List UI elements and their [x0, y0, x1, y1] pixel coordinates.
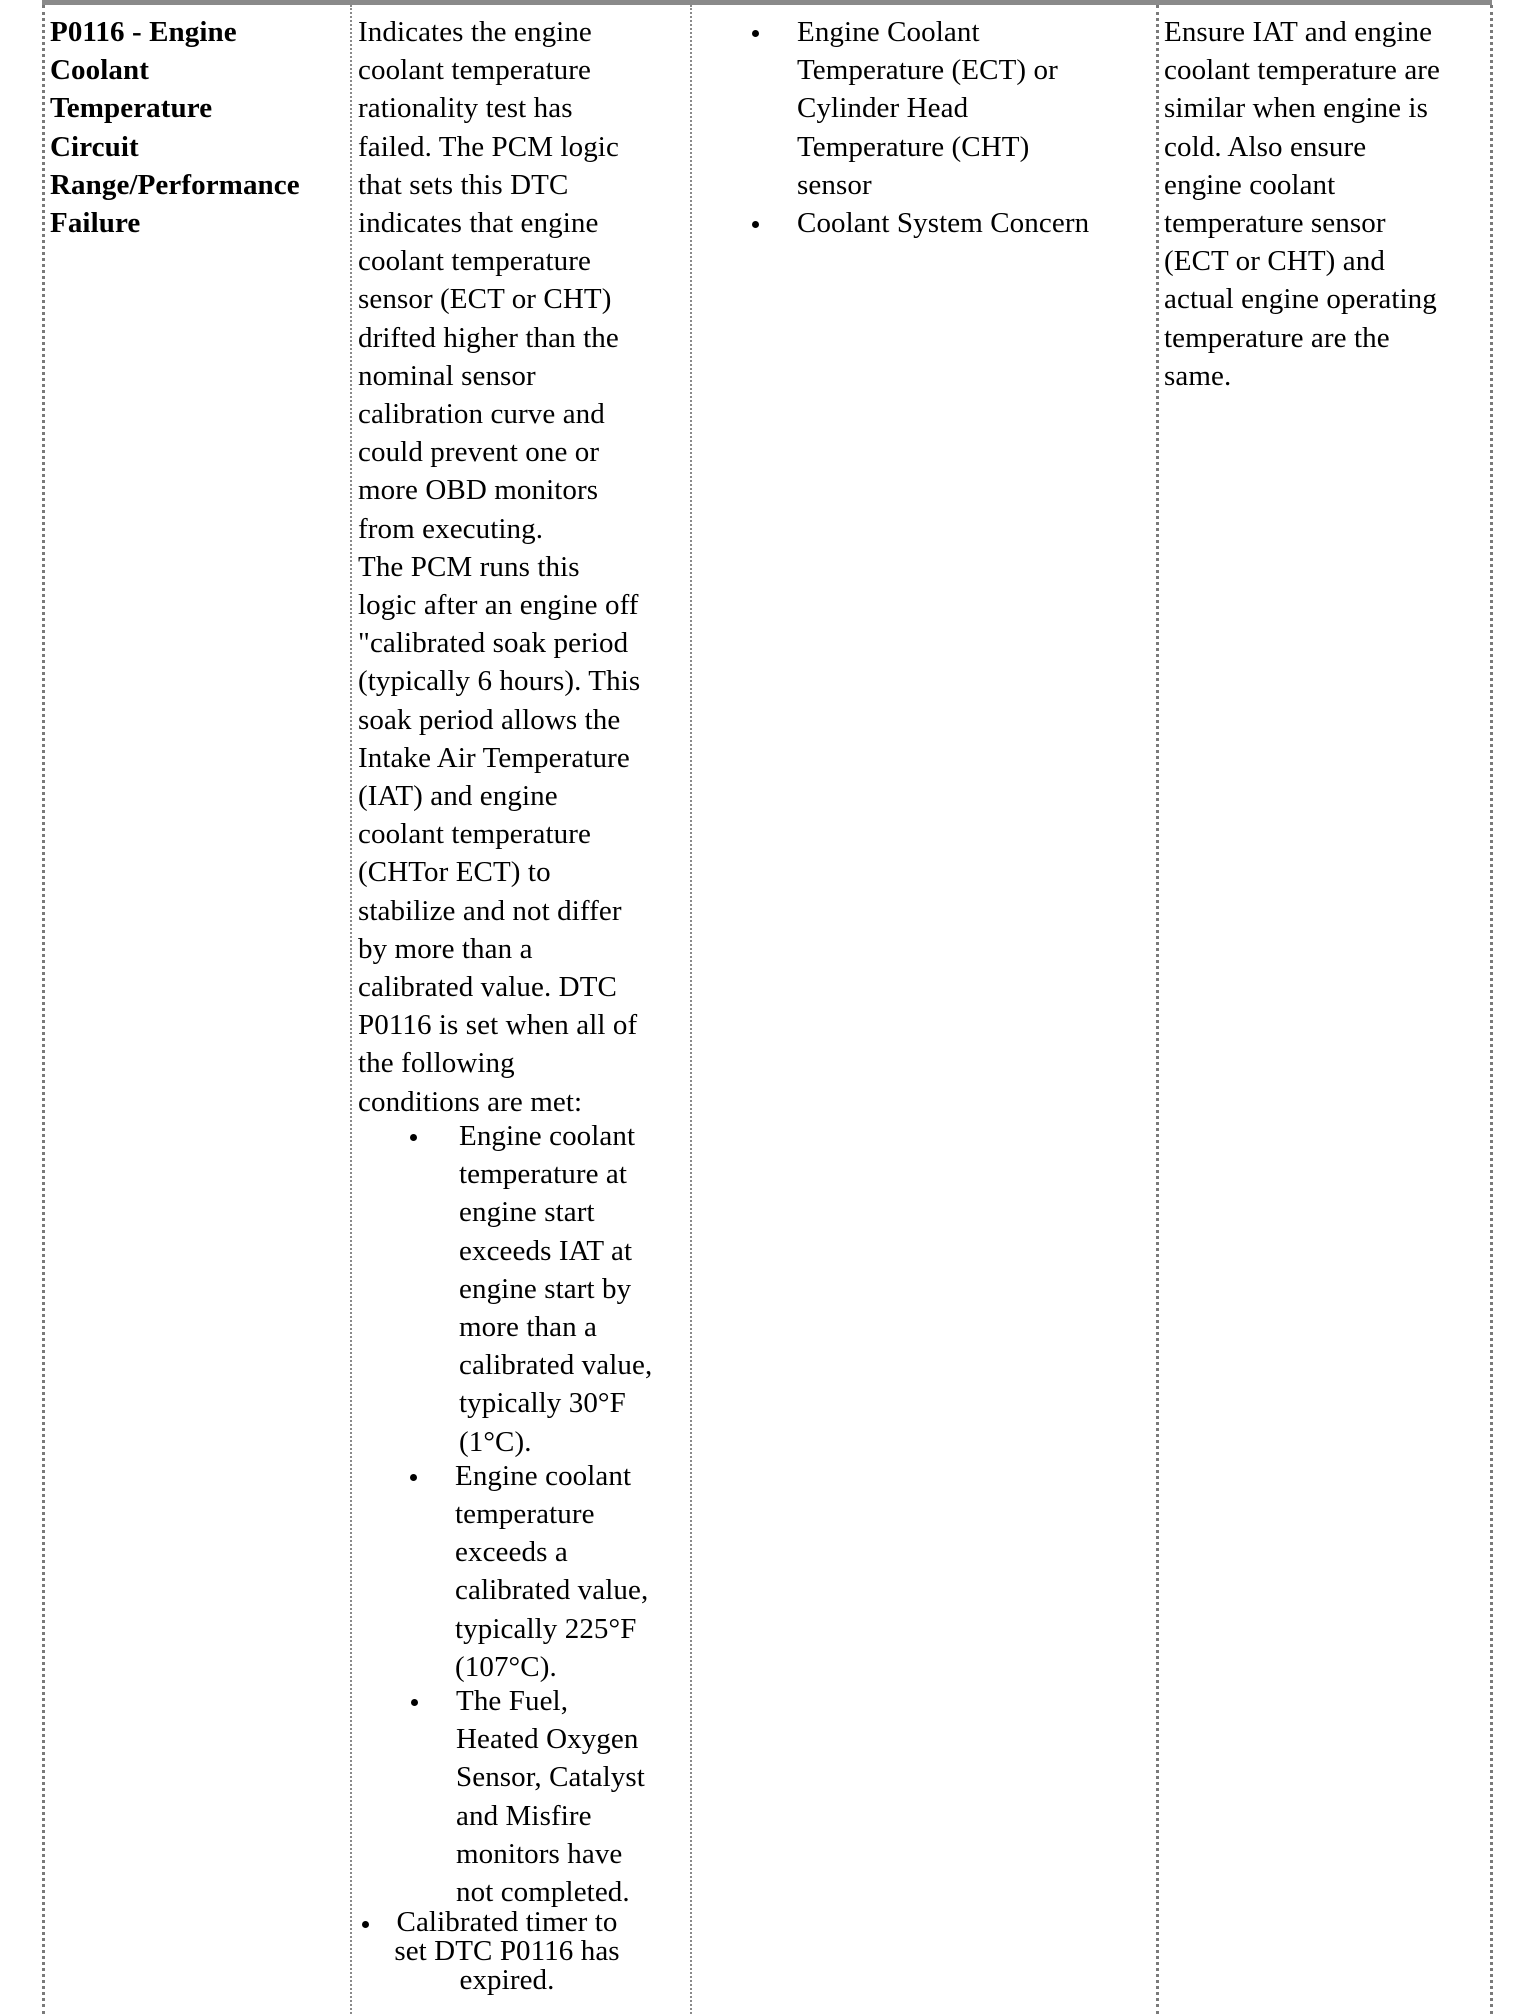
- dtc-code-cell: [50, 5, 350, 2014]
- list-item: Calibrated timer to set DTC P0116 has expired.: [358, 1908, 656, 1995]
- list-item: Coolant System Concern: [700, 204, 1140, 242]
- dtc-code-title: P0116 - Engine Coolant Temperature Circuit Range/Performance Failure: [50, 16, 300, 240]
- list-item: Engine Coolant Temperature (ECT) or Cylinder Head Temperature (CHT) sensor: [700, 13, 1140, 204]
- possible-causes-cell: [700, 5, 1140, 2014]
- description-cell: [358, 5, 693, 2014]
- table-left-border: [42, 5, 45, 2014]
- column-divider: [1156, 5, 1159, 2014]
- description-logic: The PCM runs this logic after an engine off "calibrated soak period (typically 6 hours). This soak period allows the Intake Air Temperature (IAT) and engine coolant temperature (CHTor ECT) to stabilize and not differ by more than a calibrated value. DTC P0116 is set when all of the following conditions are met:: [358, 550, 641, 1118]
- column-divider: [350, 5, 352, 2014]
- diagnostic-aid-text: Ensure IAT and engine coolant temperature are similar when engine is cold. Also ensure engine coolant temperature sensor (ECT or CHT) and actual engine operating temperature are the same.: [1164, 16, 1441, 392]
- description-intro: Indicates the engine coolant temperature rationality test has failed. The PCM logic that sets this DTC indicates that engine coolant temperature sensor (ECT or CHT) drifted higher than the nominal sensor calibration curve and could prevent one or more OBD monitors from executing.: [358, 16, 619, 545]
- diagnostic-aid-cell: [1164, 5, 1494, 2014]
- conditions-list: [358, 1117, 693, 1995]
- possible-causes-list: [700, 13, 1140, 242]
- list-item: The Fuel, Heated Oxygen Sensor, Catalyst and Misfire monitors have not completed.: [358, 1682, 693, 1911]
- list-item: Engine coolant temperature exceeds a calibrated value, typically 225°F (107°C).: [358, 1457, 693, 1686]
- list-item: Engine coolant temperature at engine start exceeds IAT at engine start by more than a calibrated value, typically 30°F (1°C).: [358, 1117, 693, 1461]
